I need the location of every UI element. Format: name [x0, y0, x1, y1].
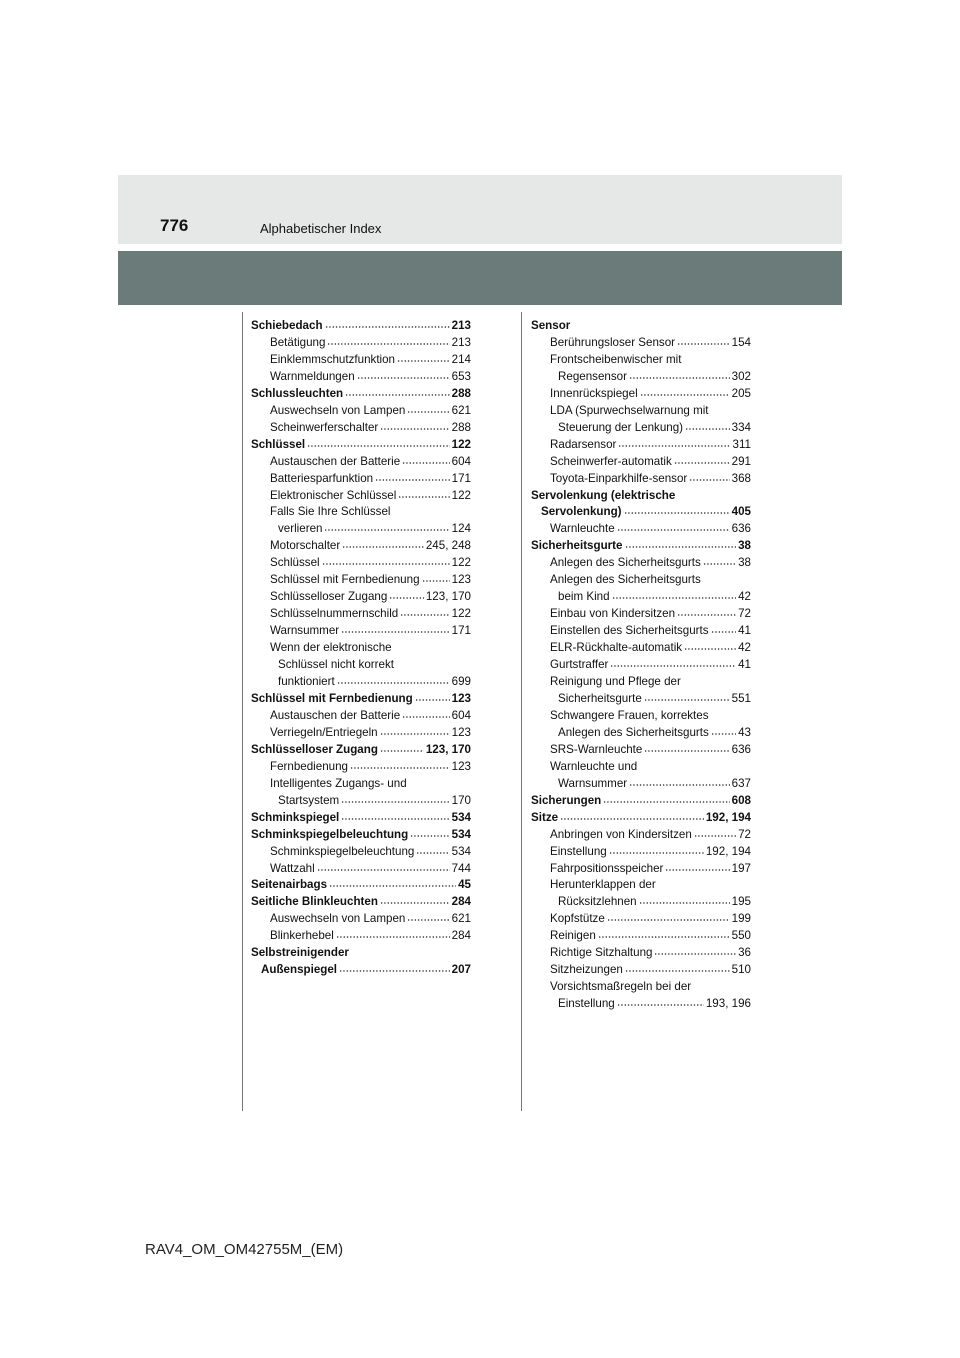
entry-term: Radarsensor — [550, 437, 617, 451]
entry-term: beim Kind — [558, 590, 610, 604]
entry-page-ref[interactable]: 193, 196 — [705, 997, 751, 1011]
dot-leader — [337, 682, 450, 684]
index-subentry — [251, 352, 471, 369]
dot-leader — [624, 512, 730, 514]
entry-term: Wattzahl — [270, 861, 315, 875]
entry-term: Wenn der elektronische — [270, 641, 392, 655]
dot-leader — [317, 869, 450, 871]
entry-term: verlieren — [278, 522, 323, 536]
entry-term: Blinkerhebel — [270, 929, 334, 943]
index-subentry — [251, 623, 471, 640]
dot-leader — [324, 529, 449, 531]
entry-term: Servolenkung) — [541, 505, 622, 519]
index-subentry — [251, 911, 471, 928]
entry-term: Auswechseln von Lampen — [270, 403, 406, 417]
entry-term: Schlüssel mit Fernbedienung — [270, 573, 420, 587]
entry-term: Außenspiegel — [261, 963, 338, 977]
entry-term: Warnsummer — [270, 624, 340, 638]
dot-leader — [617, 1004, 704, 1006]
entry-term: Schlüssel — [251, 437, 306, 451]
entry-term: Schlüsselloser Zugang — [270, 590, 388, 604]
entry-page-ref[interactable]: 207 — [451, 963, 471, 977]
index-subentry — [531, 674, 751, 691]
dot-leader — [711, 733, 736, 735]
index-subentry — [251, 589, 471, 606]
index-subentry — [531, 894, 751, 911]
index-subentry — [531, 945, 751, 962]
index-subentry — [531, 369, 751, 386]
index-subentry — [531, 572, 751, 589]
index-subentry — [251, 793, 471, 810]
dot-leader — [327, 343, 449, 345]
index-entry — [251, 877, 471, 894]
entry-page-ref[interactable]: 38 — [738, 556, 751, 570]
entry-page-ref[interactable]: 192, 194 — [705, 810, 751, 824]
index-subentry — [251, 555, 471, 572]
dot-leader — [357, 377, 450, 379]
entry-term: Schminkspiegel — [251, 810, 340, 824]
index-subentry — [531, 708, 751, 725]
entry-page-ref[interactable]: 214 — [451, 352, 471, 366]
index-subentry — [251, 606, 471, 623]
entry-page-ref[interactable]: 124 — [451, 522, 471, 536]
entry-term: Scheinwerferschalter — [270, 420, 379, 434]
entry-term: Innenrückspiegel — [550, 386, 638, 400]
entry-term: Einstellen des Sicherheitsgurts — [550, 624, 709, 638]
index-subentry — [531, 861, 751, 878]
entry-term: Einbau von Kindersitzen — [550, 607, 676, 621]
dot-leader — [422, 580, 450, 582]
entry-term: Auswechseln von Lampen — [270, 912, 406, 926]
entry-page-ref[interactable]: 123 — [451, 573, 471, 587]
entry-term: SRS-Warnleuchte — [550, 742, 643, 756]
index-subentry — [531, 606, 751, 623]
dot-leader — [625, 546, 737, 548]
index-subentry — [531, 877, 751, 894]
entry-page-ref[interactable]: 171 — [451, 471, 471, 485]
dot-leader — [677, 343, 730, 345]
entry-page-ref[interactable]: 122 — [451, 488, 471, 502]
dot-leader — [609, 852, 704, 854]
entry-page-ref[interactable]: 122 — [451, 556, 471, 570]
entry-term: Sicherheitsgurte — [531, 539, 623, 553]
entry-term: funktioniert — [278, 675, 335, 689]
entry-term: Reinigen — [550, 929, 596, 943]
dot-leader — [625, 970, 730, 972]
entry-page-ref[interactable]: 621 — [451, 912, 471, 926]
index-subentry — [531, 979, 751, 996]
entry-page-ref[interactable]: 291 — [731, 454, 751, 468]
index-subentry — [531, 555, 751, 572]
dot-leader — [402, 716, 449, 718]
entry-term: Warnleuchte — [550, 522, 615, 536]
entry-page-ref[interactable]: 213 — [451, 335, 471, 349]
entry-term: Falls Sie Ihre Schlüssel — [270, 505, 391, 519]
entry-page-ref[interactable]: 551 — [731, 691, 751, 705]
dot-leader — [560, 818, 704, 820]
dot-leader — [389, 597, 424, 599]
index-entry — [531, 504, 751, 521]
index-subentry — [251, 335, 471, 352]
index-subentry — [531, 911, 751, 928]
entry-page-ref[interactable]: 604 — [451, 708, 471, 722]
index-entry — [251, 810, 471, 827]
entry-term: Sicherheitsgurte — [558, 691, 642, 705]
entry-page-ref[interactable]: 284 — [451, 895, 471, 909]
entry-page-ref[interactable]: 744 — [451, 861, 471, 875]
dot-leader — [617, 529, 730, 531]
entry-page-ref[interactable]: 534 — [451, 810, 471, 824]
entry-page-ref[interactable]: 621 — [451, 403, 471, 417]
index-subentry — [531, 521, 751, 538]
dot-leader — [598, 936, 730, 938]
dot-leader — [603, 801, 729, 803]
entry-term: Berührungsloser Sensor — [550, 335, 676, 349]
entry-term: Schlüssel nicht korrekt — [278, 658, 394, 672]
entry-page-ref[interactable]: 36 — [738, 946, 751, 960]
dot-leader — [341, 801, 449, 803]
index-subentry — [531, 386, 751, 403]
index-subentry — [251, 759, 471, 776]
index-entry — [251, 827, 471, 844]
entry-page-ref[interactable]: 604 — [451, 454, 471, 468]
dot-leader — [380, 428, 449, 430]
entry-term: Seitliche Blinkleuchten — [251, 895, 378, 909]
entry-term: Startsystem — [278, 793, 340, 807]
dot-leader — [703, 563, 736, 565]
entry-term: Motorschalter — [270, 539, 341, 553]
entry-term: Vorsichtsmaßregeln bei der — [550, 980, 692, 994]
entry-term: Elektronischer Schlüssel — [270, 488, 397, 502]
header-band — [118, 175, 842, 244]
entry-term: Einstellung — [550, 844, 607, 858]
index-entry — [251, 437, 471, 454]
entry-page-ref[interactable]: 192, 194 — [705, 844, 751, 858]
index-subentry — [251, 657, 471, 674]
dot-leader — [415, 699, 450, 701]
entry-page-ref[interactable]: 637 — [731, 776, 751, 790]
entry-page-ref[interactable]: 205 — [731, 386, 751, 400]
index-entry — [251, 894, 471, 911]
index-subentry — [251, 369, 471, 386]
entry-term: Batteriesparfunktion — [270, 471, 374, 485]
entry-term: Schlüsselloser Zugang — [251, 742, 378, 756]
index-entry — [251, 945, 471, 962]
dot-leader — [629, 784, 730, 786]
entry-page-ref[interactable]: 197 — [731, 861, 751, 875]
entry-page-ref[interactable]: 288 — [451, 420, 471, 434]
section-title: Alphabetischer Index — [260, 221, 382, 236]
dot-leader — [407, 919, 449, 921]
entry-term: Herunterklappen der — [550, 878, 656, 892]
dot-leader — [400, 614, 449, 616]
entry-page-ref[interactable]: 122 — [451, 607, 471, 621]
entry-term: Schminkspiegelbeleuchtung — [251, 827, 409, 841]
entry-term: Schlüsselnummernschild — [270, 607, 399, 621]
dot-leader — [397, 360, 450, 362]
dot-leader — [336, 936, 450, 938]
index-column-right — [531, 318, 751, 1013]
entry-page-ref[interactable]: 45 — [458, 878, 471, 892]
index-subentry — [251, 844, 471, 861]
index-subentry — [251, 471, 471, 488]
entry-term: Richtige Sitzhaltung — [550, 946, 653, 960]
entry-page-ref[interactable]: 213 — [451, 319, 471, 332]
column-divider-left — [242, 312, 243, 1111]
entry-page-ref[interactable]: 699 — [451, 675, 471, 689]
index-column-left — [251, 318, 471, 979]
entry-page-ref[interactable]: 284 — [451, 929, 471, 943]
entry-term: Sensor — [531, 319, 571, 332]
document-code: RAV4_OM_OM42755M_(EM) — [145, 1241, 344, 1258]
index-subentry — [531, 776, 751, 793]
dot-leader — [402, 462, 449, 464]
index-subentry — [531, 962, 751, 979]
entry-page-ref[interactable]: 653 — [451, 369, 471, 383]
index-entry — [251, 962, 471, 979]
entry-term: Scheinwerfer-automatik — [550, 454, 672, 468]
index-entry — [531, 810, 751, 827]
entry-page-ref[interactable]: 123 — [451, 691, 471, 705]
entry-term: Regensensor — [558, 369, 627, 383]
entry-term: Kopfstütze — [550, 912, 605, 926]
dot-leader — [416, 852, 449, 854]
dot-leader — [685, 428, 730, 430]
entry-term: Steuerung der Lenkung) — [558, 420, 684, 434]
entry-page-ref[interactable]: 534 — [451, 827, 471, 841]
entry-term: Servolenkung (elektrische — [531, 488, 676, 502]
entry-term: Schlüssel — [270, 556, 320, 570]
index-entry — [251, 742, 471, 759]
index-subentry — [251, 488, 471, 505]
entry-term: Fernbedienung — [270, 759, 348, 773]
index-subentry — [531, 352, 751, 369]
index-entry — [251, 691, 471, 708]
dot-leader — [674, 462, 730, 464]
entry-term: Schminkspiegelbeleuchtung — [270, 844, 415, 858]
entry-page-ref[interactable]: 43 — [738, 725, 751, 739]
dot-leader — [410, 835, 449, 837]
entry-term: Seitenairbags — [251, 878, 328, 892]
dot-leader — [339, 970, 450, 972]
entry-page-ref[interactable]: 42 — [738, 590, 751, 604]
index-subentry — [251, 640, 471, 657]
entry-page-ref[interactable]: 245, 248 — [425, 539, 471, 553]
entry-page-ref[interactable]: 123 — [451, 725, 471, 739]
entry-page-ref[interactable]: 636 — [731, 742, 751, 756]
index-subentry — [251, 776, 471, 793]
entry-term: Warnleuchte und — [550, 759, 638, 773]
index-subentry — [251, 928, 471, 945]
entry-page-ref[interactable]: 123, 170 — [425, 590, 471, 604]
index-entry — [251, 318, 471, 335]
index-subentry — [531, 640, 751, 657]
index-subentry — [531, 742, 751, 759]
dot-leader — [380, 750, 424, 752]
entry-term: Schiebedach — [251, 319, 323, 332]
entry-page-ref[interactable]: 170 — [451, 793, 471, 807]
entry-term: Sitzheizungen — [550, 963, 623, 977]
dot-leader — [345, 394, 450, 396]
entry-page-ref[interactable]: 195 — [731, 895, 751, 909]
dot-leader — [325, 326, 450, 328]
dot-leader — [610, 665, 736, 667]
index-entry — [531, 793, 751, 810]
dot-leader — [640, 394, 730, 396]
dot-leader — [677, 614, 736, 616]
index-subentry — [251, 403, 471, 420]
entry-page-ref[interactable]: 154 — [731, 335, 751, 349]
index-subentry — [251, 521, 471, 538]
entry-term: Betätigung — [270, 335, 326, 349]
dot-leader — [612, 597, 737, 599]
entry-page-ref[interactable]: 311 — [732, 437, 751, 451]
index-subentry — [531, 928, 751, 945]
page-number: 776 — [160, 216, 189, 235]
entry-term: Anlegen des Sicherheitsgurts — [558, 725, 709, 739]
index-subentry — [531, 996, 751, 1013]
entry-page-ref[interactable]: 72 — [738, 827, 751, 841]
dot-leader — [689, 479, 729, 481]
index-subentry — [531, 657, 751, 674]
entry-term: Fahrpositionsspeicher — [550, 861, 664, 875]
entry-page-ref[interactable]: 368 — [731, 471, 751, 485]
entry-page-ref[interactable]: 405 — [731, 505, 751, 519]
entry-term: Selbstreinigender — [251, 946, 349, 960]
index-subentry — [531, 471, 751, 488]
entry-page-ref[interactable]: 608 — [731, 793, 751, 807]
entry-page-ref[interactable]: 302 — [731, 369, 751, 383]
entry-page-ref[interactable]: 534 — [451, 844, 471, 858]
header-dark-band — [118, 251, 842, 305]
dot-leader — [654, 953, 736, 955]
entry-term: Verriegeln/Entriegeln — [270, 725, 378, 739]
index-subentry — [251, 725, 471, 742]
dot-leader — [711, 631, 737, 633]
dot-leader — [665, 869, 729, 871]
entry-term: Intelligentes Zugangs- und — [270, 776, 407, 790]
entry-page-ref[interactable]: 510 — [731, 963, 751, 977]
index-subentry — [531, 589, 751, 606]
entry-page-ref[interactable]: 38 — [738, 539, 751, 553]
dot-leader — [618, 445, 730, 447]
entry-page-ref[interactable]: 550 — [731, 929, 751, 943]
index-entry — [251, 386, 471, 403]
index-subentry — [531, 691, 751, 708]
index-subentry — [251, 708, 471, 725]
index-subentry — [251, 420, 471, 437]
dot-leader — [398, 496, 449, 498]
index-subentry — [251, 538, 471, 555]
entry-term: Schlussleuchten — [251, 386, 344, 400]
dot-leader — [380, 733, 450, 735]
index-subentry — [531, 827, 751, 844]
index-subentry — [531, 335, 751, 352]
entry-page-ref[interactable]: 41 — [738, 658, 751, 672]
dot-leader — [342, 546, 424, 548]
index-subentry — [531, 759, 751, 776]
index-subentry — [251, 861, 471, 878]
entry-term: Warnmeldungen — [270, 369, 355, 383]
entry-term: Reinigung und Pflege der — [550, 675, 681, 689]
dot-leader — [629, 377, 730, 379]
entry-term: Rücksitzlehnen — [558, 895, 637, 909]
entry-page-ref[interactable]: 72 — [738, 607, 751, 621]
dot-leader — [341, 631, 450, 633]
index-subentry — [531, 725, 751, 742]
index-subentry — [531, 454, 751, 471]
dot-leader — [644, 699, 730, 701]
dot-leader — [322, 563, 450, 565]
entry-term: Anbringen von Kindersitzen — [550, 827, 692, 841]
dot-leader — [380, 902, 450, 904]
entry-page-ref[interactable]: 122 — [451, 437, 471, 451]
entry-term: Einklemmschutzfunktion — [270, 352, 396, 366]
entry-term: Einstellung — [558, 997, 615, 1011]
dot-leader — [329, 885, 456, 887]
dot-leader — [407, 411, 449, 413]
dot-leader — [694, 835, 736, 837]
index-subentry — [531, 420, 751, 437]
entry-page-ref[interactable]: 636 — [731, 522, 751, 536]
index-subentry — [531, 403, 751, 420]
dot-leader — [350, 767, 450, 769]
dot-leader — [607, 919, 730, 921]
entry-page-ref[interactable]: 171 — [451, 624, 471, 638]
index-subentry — [531, 437, 751, 454]
entry-page-ref[interactable]: 123, 170 — [425, 742, 471, 756]
dot-leader — [375, 479, 450, 481]
entry-term: Sitze — [531, 810, 559, 824]
entry-term: Anlegen des Sicherheitsgurts — [550, 573, 701, 587]
entry-page-ref[interactable]: 199 — [731, 912, 751, 926]
dot-leader — [341, 818, 449, 820]
entry-term: Sicherungen — [531, 793, 602, 807]
entry-page-ref[interactable]: 288 — [451, 386, 471, 400]
entry-page-ref[interactable]: 123 — [451, 759, 471, 773]
dot-leader — [684, 648, 736, 650]
entry-term: Frontscheibenwischer mit — [550, 352, 682, 366]
entry-term: ELR-Rückhalte-automatik — [550, 641, 683, 655]
index-subentry — [251, 454, 471, 471]
column-divider-right — [521, 312, 522, 1111]
dot-leader — [307, 445, 450, 447]
entry-term: Gurtstraffer — [550, 658, 609, 672]
entry-term: Schwangere Frauen, korrektes — [550, 708, 709, 722]
dot-leader — [644, 750, 729, 752]
index-subentry — [251, 572, 471, 589]
entry-term: Anlegen des Sicherheitsgurts — [550, 556, 701, 570]
dot-leader — [639, 902, 730, 904]
entry-page-ref[interactable]: 41 — [738, 624, 751, 638]
index-subentry — [251, 674, 471, 691]
index-subentry — [531, 844, 751, 861]
entry-term: Austauschen der Batterie — [270, 708, 401, 722]
entry-term: LDA (Spurwechselwarnung mit — [550, 403, 709, 417]
index-subentry — [251, 504, 471, 521]
index-subentry — [531, 623, 751, 640]
entry-term: Toyota-Einparkhilfe-sensor — [550, 471, 688, 485]
entry-page-ref[interactable]: 334 — [731, 420, 751, 434]
index-entry — [531, 488, 751, 505]
index-entry — [531, 538, 751, 555]
entry-term: Warnsummer — [558, 776, 628, 790]
entry-term: Austauschen der Batterie — [270, 454, 401, 468]
index-entry — [531, 318, 751, 335]
entry-page-ref[interactable]: 42 — [738, 641, 751, 655]
entry-term: Schlüssel mit Fernbedienung — [251, 691, 413, 705]
